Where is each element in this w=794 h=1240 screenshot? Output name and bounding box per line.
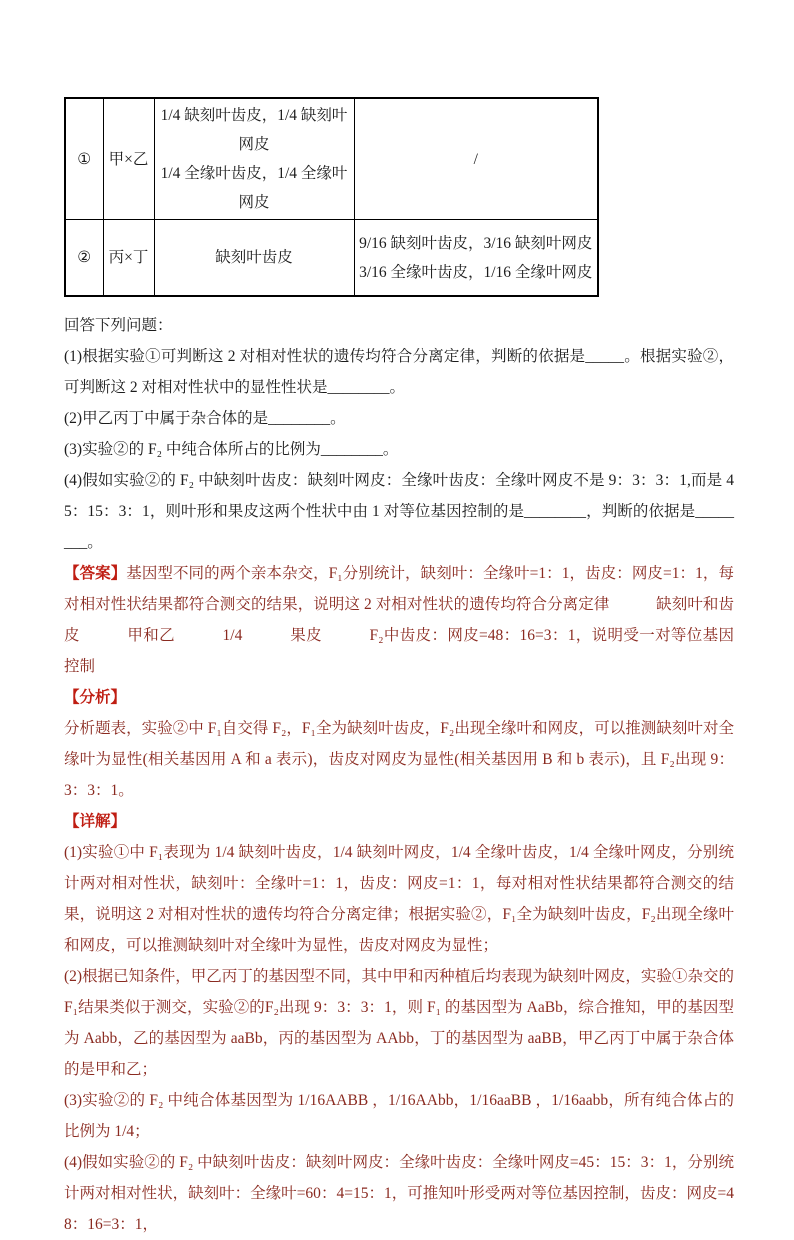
cell-experiment-id: ① — [65, 98, 103, 220]
detail-paragraph-3: (3)实验②的 F₂ 中纯合体基因型为 1/16AABB ，1/16AAbb，1/16aaBB ，1/16aabb，所有纯合体占的比例为 1/4； — [64, 1092, 734, 1140]
question-3: (3)实验②的 F₂ 中纯合体所占的比例为________。 — [64, 441, 399, 458]
table-row-experiment-2 — [65, 220, 598, 297]
questions-intro: 回答下列问题： — [64, 317, 173, 334]
question-1: (1)根据实验①可判断这 2 对相对性状的遗传均符合分离定律，判断的依据是_____。根据实验②，可判断这 2 对相对性状中的显性性状是________。 — [64, 348, 734, 396]
cell-f2-phenotypes — [354, 98, 598, 220]
cell-offspring-phenotypes — [154, 220, 354, 297]
analysis-label: 【分析】 — [64, 689, 127, 706]
answer-paragraph — [64, 558, 734, 682]
cell-cross-combination: 丙×丁 — [103, 220, 154, 297]
phenotype-line: 3/16 全缘叶齿皮，1/16 全缘叶网皮 — [359, 263, 593, 281]
phenotype-line: 1/4 全缘叶齿皮，1/4 全缘叶网皮 — [160, 165, 348, 211]
cell-offspring-phenotypes — [154, 98, 354, 220]
detail-heading — [64, 806, 734, 837]
answer-body: 基因型不同的两个亲本杂交，F₁分别统计，缺刻叶：全缘叶=1：1，齿皮：网皮=1：1，每对相对性状结果都符合测交的结果，说明这 2 对相对性状的遗传均符合分离定律 缺刻叶和齿皮 甲和乙 1/4 果皮 F₂中齿皮：网皮=48：16=3：1，说明受一对等位基因控制 — [64, 565, 734, 675]
cell-experiment-id: ② — [65, 220, 103, 297]
analysis-body: 分析题表，实验②中 F₁自交得 F₂，F₁全为缺刻叶齿皮，F₂出现全缘叶和网皮，可以推测缺刻叶对全缘叶为显性(相关基因用 A 和 a 表示)，齿皮对网皮为显性(相关基因用 B 和 b 表示)，且 F₂出现 9：3：3：1。 — [64, 720, 734, 799]
cell-f2-phenotypes — [354, 220, 598, 297]
detail-label: 【详解】 — [64, 813, 127, 830]
phenotype-line: 9/16 缺刻叶齿皮，3/16 缺刻叶网皮 — [359, 234, 593, 252]
detail-paragraph-1: (1)实验①中 F₁表现为 1/4 缺刻叶齿皮，1/4 缺刻叶网皮，1/4 全缘叶齿皮，1/4 全缘叶网皮，分别统计两对相对性状，缺刻叶：全缘叶=1：1，齿皮：网皮=1：1，每对相对性状结果都符合测交的结果，说明这 2 对相对性状的遗传均符合分离定律；根据实验②，F₁全为缺刻叶齿皮，F₂出现全缘叶和网皮，可以推测缺刻叶对全缘叶为显性，齿皮对网皮为显性； — [64, 844, 734, 954]
question-2: (2)甲乙丙丁中属于杂合体的是________。 — [64, 410, 346, 427]
detail-paragraph-4: (4)假如实验②的 F₂ 中缺刻叶齿皮：缺刻叶网皮：全缘叶齿皮：全缘叶网皮=45：15：3：1，分别统计两对相对性状，缺刻叶：全缘叶=60：4=15：1，可推知叶形受两对等位基因控制，齿皮：网皮=48：16=3：1， — [64, 1154, 734, 1233]
table-row-experiment-1 — [65, 98, 598, 220]
phenotype-line: 缺刻叶齿皮 — [215, 249, 293, 266]
phenotype-line: 1/4 缺刻叶齿皮，1/4 缺刻叶网皮 — [160, 107, 348, 153]
phenotype-line: / — [473, 150, 478, 168]
cell-cross-combination: 甲×乙 — [103, 98, 154, 220]
answer-label: 【答案】 — [64, 565, 127, 582]
detail-paragraph-2: (2)根据已知条件，甲乙丙丁的基因型不同，其中甲和丙种植后均表现为缺刻叶网皮，实验①杂交的F₁结果类似于测交，实验②的F₂出现 9：3：3：1，则 F₁ 的基因型为 AaBb，综合推知，甲的基因型为 Aabb，乙的基因型为 aaBb，丙的基因型为 AAbb，丁的基因型为 aaBB，甲乙丙丁中属于杂合体的是甲和乙； — [64, 968, 734, 1078]
cross-experiment-table — [64, 97, 599, 297]
question-4: (4)假如实验②的 F₂ 中缺刻叶齿皮：缺刻叶网皮：全缘叶齿皮：全缘叶网皮不是 9：3：3：1,而是 45：15：3：1，则叶形和果皮这两个性状中由 1 对等位基因控制的是________，判断的依据是________。 — [64, 472, 734, 551]
analysis-heading — [64, 682, 734, 713]
